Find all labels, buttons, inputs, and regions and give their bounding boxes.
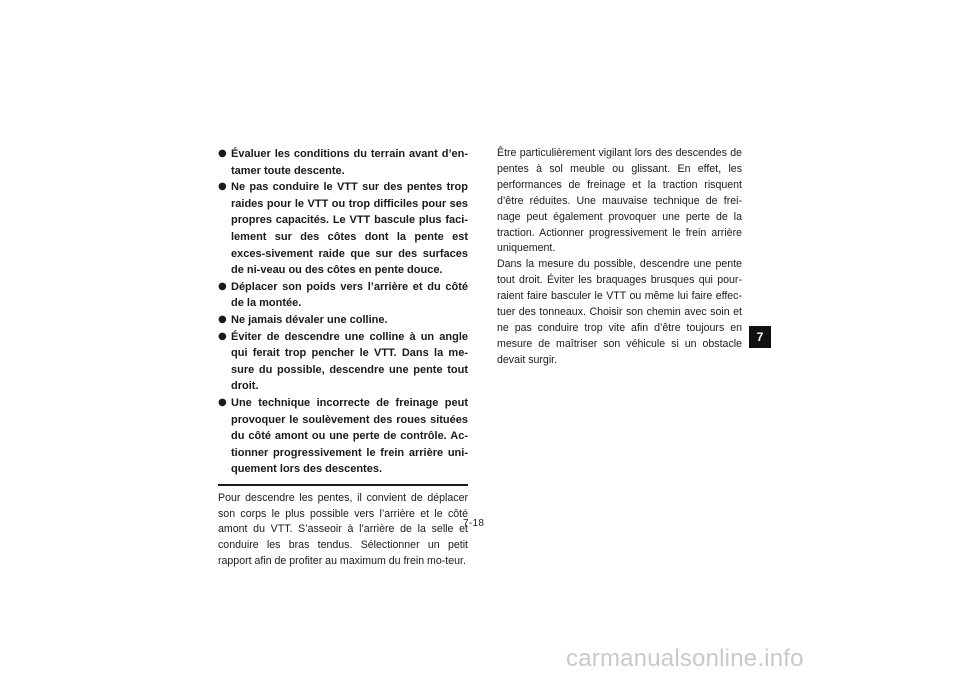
warning-item: ● Ne jamais dévaler une colline. bbox=[218, 312, 468, 329]
page-number: 7-18 bbox=[463, 518, 485, 529]
bullet-icon: ● bbox=[218, 148, 227, 159]
warning-item: ● Ne pas conduire le VTT sur des pentes trop raides pour le VTT ou trop difficiles pour ses propres capacités. Le VTT bascule plus faci-lement sur des côtes dont la pente est exces-sivement raide que sur des surfaces de ni-veau ou des côtes en pente douce. bbox=[218, 181, 468, 277]
bullet-icon: ● bbox=[218, 313, 227, 325]
slippery-slope-paragraph: Être particulièrement vigilant lors des descendes de pentes à sol meuble ou glissant. En effet, les performances de freinage et la traction risquent d’être réduites. Une mauvaise technique de frei-nage peut également provoquer une perte de la traction. Actionner progressivement le frein arrière uniquement. bbox=[497, 147, 742, 255]
warning-item: ● Éviter de descendre une colline à un angle qui ferait trop pencher le VTT. Dans la me-sure du possible, descendre une pente tout droit. bbox=[218, 330, 468, 393]
bullet-icon: ● bbox=[218, 181, 227, 193]
bullet-icon: ● bbox=[218, 280, 227, 292]
bullet-icon: ● bbox=[218, 330, 227, 342]
bullet-icon: ● bbox=[218, 396, 227, 408]
warning-end-rule bbox=[218, 484, 468, 486]
warning-item: ● Déplacer son poids vers l’arrière et du côté de la montée. bbox=[218, 280, 468, 310]
warning-item: ● Évaluer les conditions du terrain avant d’en-tamer toute descente. bbox=[218, 148, 468, 177]
chapter-tab: 7 bbox=[749, 326, 771, 348]
warning-list bbox=[218, 146, 468, 478]
descent-paragraph: Pour descendre les pentes, il convient de déplacer son corps le plus possible vers l’arrière et le côté amont du VTT. S’asseoir à l’arrière de la selle et conduire les bras tendus. Sélectionner un petit rapport afin de profiter au maximum du frein mo-teur. bbox=[218, 491, 468, 567]
warning-item: ● Une technique incorrecte de freinage peut provoquer le soulèvement des roues situées du côté amont ou une perte de contrôle. Ac-tionner progressivement le frein arrière uni-quement lors des descentes. bbox=[218, 396, 468, 476]
left-column bbox=[218, 146, 468, 569]
straight-descent-paragraph: Dans la mesure du possible, descendre une pente tout droit. Éviter les braquages brusques qui pour-raient faire basculer le VTT ou même lui faire effec-tuer des tonneaux. Choisir son chemin avec soin et ne pas conduire trop vite afin d’être toujours en mesure de maîtriser son véhicule si un obstacle devait surgir. bbox=[497, 258, 742, 366]
watermark: carmanualsonline.info bbox=[566, 645, 804, 672]
right-column bbox=[497, 146, 742, 369]
